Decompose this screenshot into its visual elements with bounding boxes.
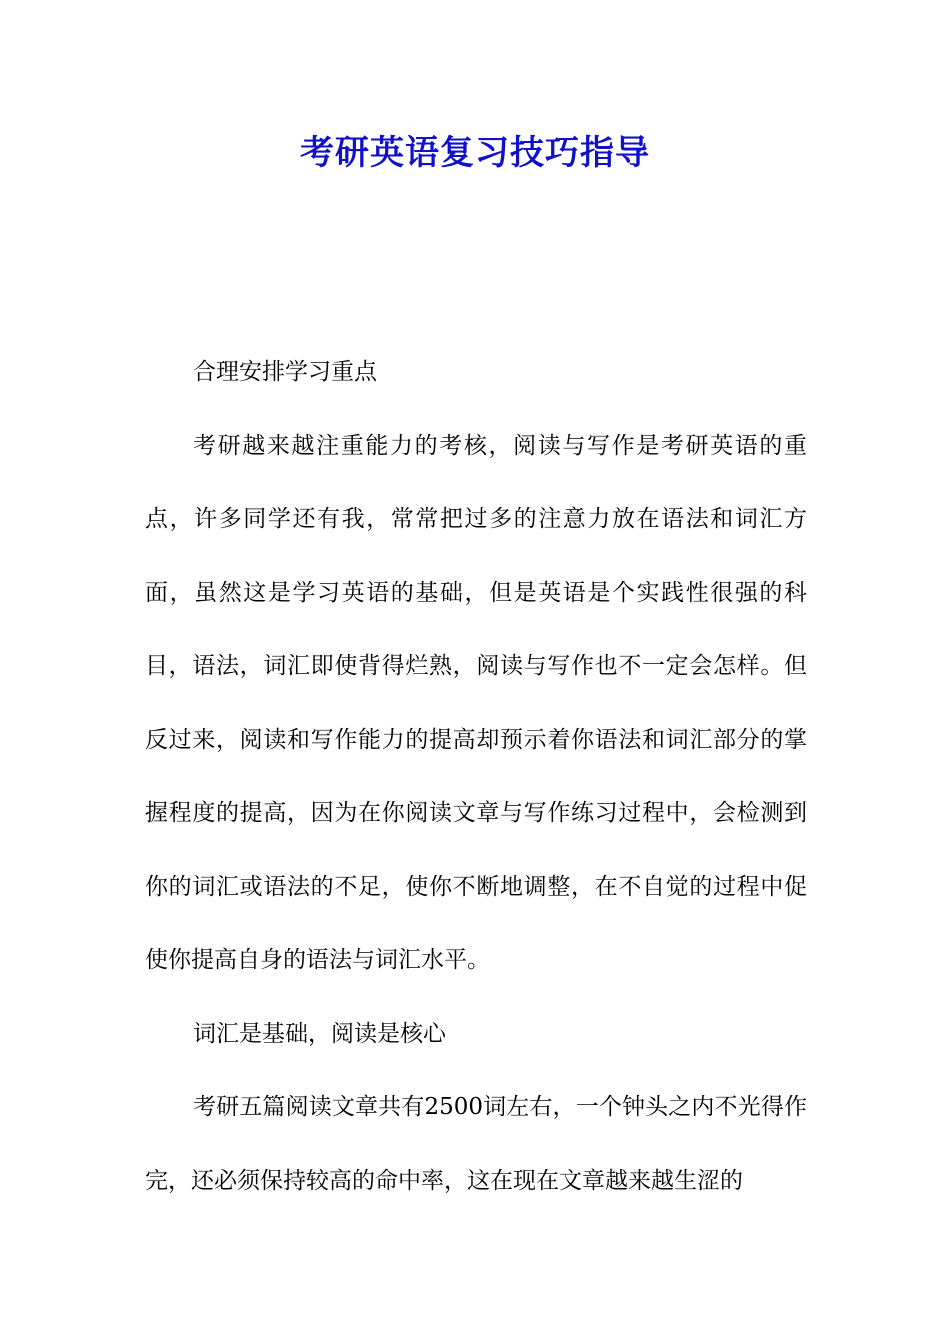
document-title: 考研英语复习技巧指导 (300, 133, 650, 173)
paragraph-reading: 考研五篇阅读文章共有2500词左右，一个钟头之内不光得作完，还必须保持较高的命中率，这在现在文章越来越生涩的 (145, 1094, 807, 1194)
paragraph-study-focus: 考研越来越注重能力的考核，阅读与写作是考研英语的重点，许多同学还有我，常常把过多的注意力放在语法和词汇方面，虽然这是学习英语的基础，但是英语是个实践性很强的科目，语法，词汇即使背得烂熟，阅读与写作也不一定会怎样。但反过来，阅读和写作能力的提高却预示着你语法和词汇部分的掌握程度的提高，因为在你阅读文章与写作练习过程中，会检测到你的词汇或语法的不足，使你不断地调整，在不自觉的过程中促使你提高自身的语法与词汇水平。 (145, 432, 807, 973)
section-heading-vocabulary-reading: 词汇是基础，阅读是核心 (193, 1020, 446, 1047)
section-heading-study-focus: 合理安排学习重点 (193, 359, 377, 385)
document-body (145, 336, 807, 1218)
